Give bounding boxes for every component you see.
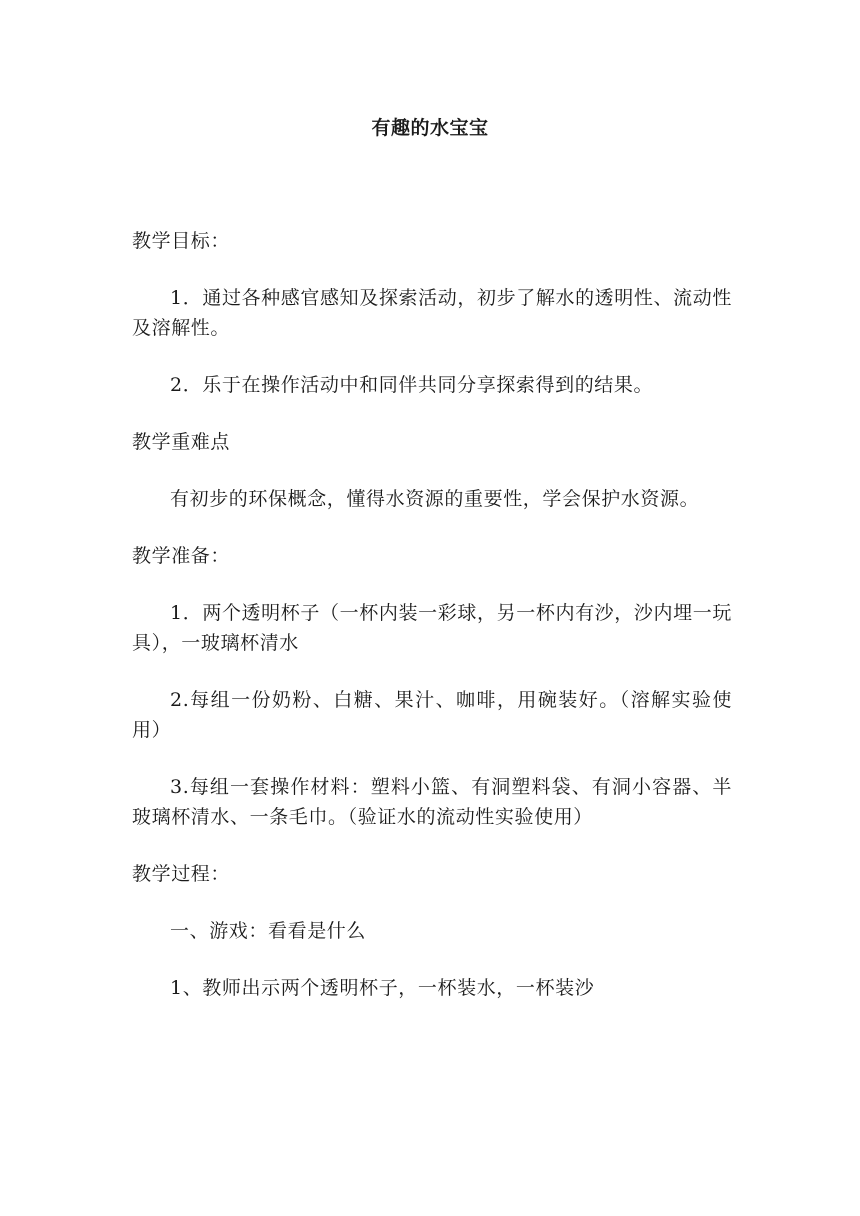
goal-item-1: 1．通过各种感官感知及探索活动，初步了解水的透明性、流动性及溶解性。: [132, 287, 732, 339]
goals-heading: 教学目标：: [132, 230, 231, 252]
process-item-2: 1、教师出示两个透明杯子，一杯装水，一杯装沙: [170, 977, 595, 999]
key-points-heading: 教学重难点: [132, 431, 231, 453]
prep-item-1: 1．两个透明杯子（一杯内装一彩球，另一杯内有沙，沙内埋一玩具），一玻璃杯清水: [132, 602, 732, 654]
process-item-1: 一、游戏：看看是什么: [170, 920, 367, 942]
process-heading: 教学过程：: [132, 863, 231, 885]
document-title: 有趣的水宝宝: [371, 117, 489, 139]
document-body: [132, 226, 732, 1030]
key-points-text: 有初步的环保概念，懂得水资源的重要性，学会保护水资源。: [170, 488, 700, 510]
prep-heading: 教学准备：: [132, 545, 231, 567]
goal-item-2: 2．乐于在操作活动中和同伴共同分享探索得到的结果。: [170, 374, 654, 396]
prep-item-2: 2.每组一份奶粉、白糖、果汁、咖啡，用碗装好。（溶解实验使用）: [132, 689, 732, 741]
prep-item-3: 3.每组一套操作材料：塑料小篮、有洞塑料袋、有洞小容器、半玻璃杯清水、一条毛巾。（验证水的流动性实验使用）: [132, 776, 732, 828]
